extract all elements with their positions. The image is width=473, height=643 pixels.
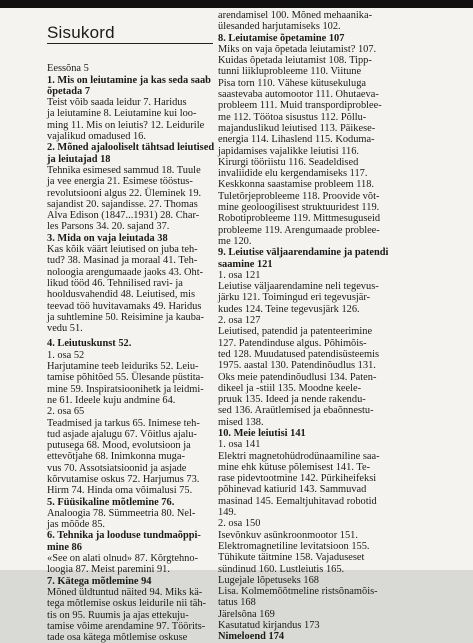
toc-entry-line: tega mõtlemise oskus leidurile nii täh- [47,598,207,610]
toc-entry-line: Elektri magnetohüdrodünaamiline saa- [218,450,380,462]
toc-entry-line: tamise põhitõed 55. Ülesande püstita- [47,372,204,384]
toc-entry-line: Pisa torn 110. Vähese kütusekuluga [218,77,367,89]
toc-entry-line: Leiutised, patendid ja patenteerimine [218,326,373,338]
toc-entry-line: putusega 68. Mood, evolutsioon ja [47,440,191,452]
toc-entry-line: vus 70. Assotsiatsioonid ja asjade [47,462,187,474]
toc-entry-line: ne 61. Ideele kuju andmine 64. [47,394,176,406]
toc-entry-line: Tehnika esimesed sammud 18. Tuule [47,164,201,176]
toc-entry-line: Leiutise väljaarendamine neli tegevus- [218,281,379,293]
toc-entry-line: Oks meie patendinõudlusi 134. Paten- [218,371,377,383]
toc-entry-line: me 112. Töötoa sisustus 112. Põllu- [218,111,367,123]
toc-entry-line: Hirm 74. Hinda oma võimalusi 75. [47,485,193,497]
toc-entry-line: ja vee energia 21. Esimese tööstus- [47,176,193,188]
toc-entry-line: 1975. aastal 130. Patendinõudlus 131. [218,360,376,372]
toc-entry-line: Isevõnkuv asünkroonmootor 151. [218,529,358,541]
toc-entry-line: kõrvutamise oskus 72. Harjumus 73. [47,473,200,485]
toc-entry-line: tud? 38. Masinad ja moraal 41. Teh- [47,255,198,267]
toc-entry-line: Miks on vaja õpetada leiutamist? 107. [218,43,377,55]
toc-entry-line: sündinud 160. Lustleiutis 165. [218,563,345,575]
toc-entry-line: Kas kõik väärt leiutised on juba teh- [47,244,198,256]
toc-heading-line: 2. Mõned ajalooliselt tähtsad leiutised [47,142,215,154]
toc-entry-line: 1. osa 52 [47,349,85,361]
toc-entry-line: ted 128. Muudatused patendisüsteemis [218,348,380,360]
toc-entry-line: kudes 124. Teine tegevusjärk 126. [218,303,360,315]
top-border [0,0,473,8]
toc-entry-line: ming 11. Mis on leiutis? 12. Leidurile [47,119,205,131]
toc-entry-line: revolutsiooni algus 22. Üleminek 19. [47,187,202,199]
toc-left-lines [47,63,213,643]
toc-entry-line: «See on alati olnud» 87. Kõrgtehno- [47,553,199,565]
toc-heading-line: õpetada 7 [47,85,91,97]
toc-entry-line: tis on 95. Ruumis ja ajas ettekuju- [47,609,189,621]
toc-entry-line: Analoogia 78. Sümmeetria 80. Nel- [47,507,196,519]
title-block [47,10,213,44]
toc-entry-line: mised 138. [218,416,264,428]
toc-entry-line: les Parsons 34. 20. sajand 37. [47,221,170,233]
toc-heading-line: 3. Mida on vaja leiutada 38 [47,232,168,244]
toc-entry-line: tade osa kätega mõtlemise oskuse [47,632,188,643]
toc-left-column [47,10,213,643]
toc-heading-line: mine 86 [47,541,82,553]
toc-heading-line: 10. Meie leiutisi 141 [218,427,306,439]
toc-entry-line: mine ehk kütuse põlemisest 141. Te- [218,461,371,473]
toc-heading-line: 4. Leiutuskunst 52. [47,338,132,350]
toc-heading-line: Nimeloend 174 [218,631,285,643]
toc-entry-line: 149. [218,507,237,519]
toc-entry-line: mine geoloogilisest struktuuridest 119. [218,202,380,214]
toc-entry-line: Teist võib saada leidur 7. Haridus [47,97,187,109]
toc-entry-line: sed 136. Araütlemised ja ebaõnnestu- [218,405,374,417]
toc-entry-line: majanduslikud leiutised 113. Päikese- [218,122,376,134]
toc-right-column [218,10,458,643]
toc-entry-line: Eessõna 5 [47,63,89,75]
toc-heading-line: 6. Tehnika ja looduse tundmaõppi- [47,530,201,542]
toc-entry-line: noloogia arengumaade jaoks 43. Oht- [47,266,204,278]
toc-entry-line: Tuletõrjeprobleeme 118. Proovide võt- [218,190,380,202]
toc-heading-line: 5. Füüsikaline mõtlemine 76. [47,496,175,508]
toc-entry-line: loogia 87. Meist paremini 91. [47,564,170,576]
toc-entry-line: vajalikud omadused 16. [47,131,146,143]
toc-entry-line: 2. osa 127 [218,315,261,327]
toc-entry-line: ülesanded harjutamiseks 102. [218,21,341,33]
toc-entry-line: Kasutatud kirjandus 173 [218,620,320,632]
toc-right-lines [218,10,458,643]
toc-entry-line: vedu 51. [47,323,83,335]
toc-entry-line: dikeel ja -stiil 135. Moodne keele- [218,382,362,394]
toc-entry-line: tatus 168 [218,597,256,609]
toc-entry-line: Lisa. Kolmemõõtmeline ristsõnamõis- [218,586,378,598]
toc-heading-line: saamine 121 [218,258,273,270]
toc-entry-line: ettevõtjahe 68. Inimkonna muga- [47,451,185,463]
toc-entry-line: Alva Edison (1847...1931) 28. Char- [47,210,200,222]
toc-entry-line: probleeme 119. Arengumaade problee- [218,224,380,236]
toc-entry-line: japidamises vajalikke leiutisi 116. [218,145,360,157]
toc-entry-line: Harjutamine teeb leiduriks 52. Leiu- [47,361,199,373]
toc-entry-line: 2. osa 150 [218,518,261,530]
page-title: Sisukord [47,23,115,42]
toc-entry-line: Mõned üldtuntud näited 94. Miks kä- [47,586,203,598]
toc-entry-line: 1. osa 141 [218,439,261,451]
toc-entry-line: mine 59. Inspiratsioonihetk ja leidmi- [47,383,204,395]
toc-entry-line: tud asjade ajalugu 67. Võitlus ajalu- [47,428,197,440]
toc-entry-line: Järelsõna 169 [218,608,275,620]
toc-entry-line: probleem 111. Muid transpordiprobleе- [218,100,382,112]
toc-entry-line: arendamisel 100. Mõned mehaanika- [218,10,373,21]
toc-entry-line: põhinevad katiurid 143. Sammuvad [218,484,367,496]
toc-heading-line: 8. Leiutamise õpetamine 107 [218,32,345,44]
toc-entry-line: hooldusvahendid 48. Leiutised, mis [47,289,196,301]
toc-entry-line: Keskkonna saastamise probleem 118. [218,179,375,191]
toc-heading-line: 9. Leiutise väljaarendamine ja patendi [218,247,389,259]
toc-heading-line: ja leiutajad 18 [47,153,111,165]
toc-entry-line: Kuidas õpetada leiutamist 108. Tipp- [218,55,372,67]
toc-entry-line: saastevaba automootor 111. Ohutaeva- [218,89,379,101]
toc-entry-line: jas mõõde 85. [47,519,106,531]
toc-entry-line: tamise võime arendamine 97. Töörits- [47,620,206,632]
toc-entry-line: järku 121. Toimingud eri tegevusjär- [218,292,371,304]
toc-entry-line: 1. osa 121 [218,269,261,281]
toc-entry-line: masinad 145. Eemaltjuhitavad robotid [218,495,377,507]
toc-entry-line: 127. Patendinduse algus. Põhimõis- [218,337,367,349]
toc-entry-line: Elektromagnetiline levitatsioon 155. [218,540,370,552]
toc-entry-line: invaliidide elu kergendamiseks 117. [218,168,368,180]
toc-entry-line: energia 114. Lihaslend 115. Koduma- [218,134,375,146]
toc-entry-line: Teadmised ja tarkus 65. Inimese teh- [47,417,200,429]
toc-entry-line: Robotiprobleeme 119. Mittmesuguseid [218,213,381,225]
toc-entry-line: sajandist 20. sajandisse. 27. Thomas [47,198,198,210]
toc-entry-line: Kirurgi tööriistu 116. Seadeldised [218,156,359,168]
toc-heading-line: 1. Mis on leiutamine ja kas seda saab [47,74,211,86]
toc-entry-line: likud tööd 46. Tehnilised ravi- ja [47,277,183,289]
toc-entry-line: Tühikute täitmine 158. Vajaduseset [218,552,365,564]
toc-entry-line: rase pidevtootmine 142. Pürkiheifeksi [218,473,377,485]
toc-entry-line: ja suhtlemine 50. Reisimine ja kauba- [47,311,204,323]
toc-entry-line: pruuk 135. Ideed ja nende rakendu- [218,394,366,406]
toc-heading-line: 7. Kätega mõtlemine 94 [47,575,152,587]
toc-entry-line: Lugejale lõpetuseks 168 [218,574,319,586]
toc-entry-line: tunni liikluprobleeme 110. Viitune [218,66,362,78]
toc-entry-line: me 120. [218,235,252,247]
toc-entry-line: ja leiutamine 8. Leiutamine kui loo- [47,108,197,120]
toc-entry-line: teevad töö huvitavamaks 49. Haridus [47,300,202,312]
toc-entry-line: 2. osa 65 [47,406,85,418]
